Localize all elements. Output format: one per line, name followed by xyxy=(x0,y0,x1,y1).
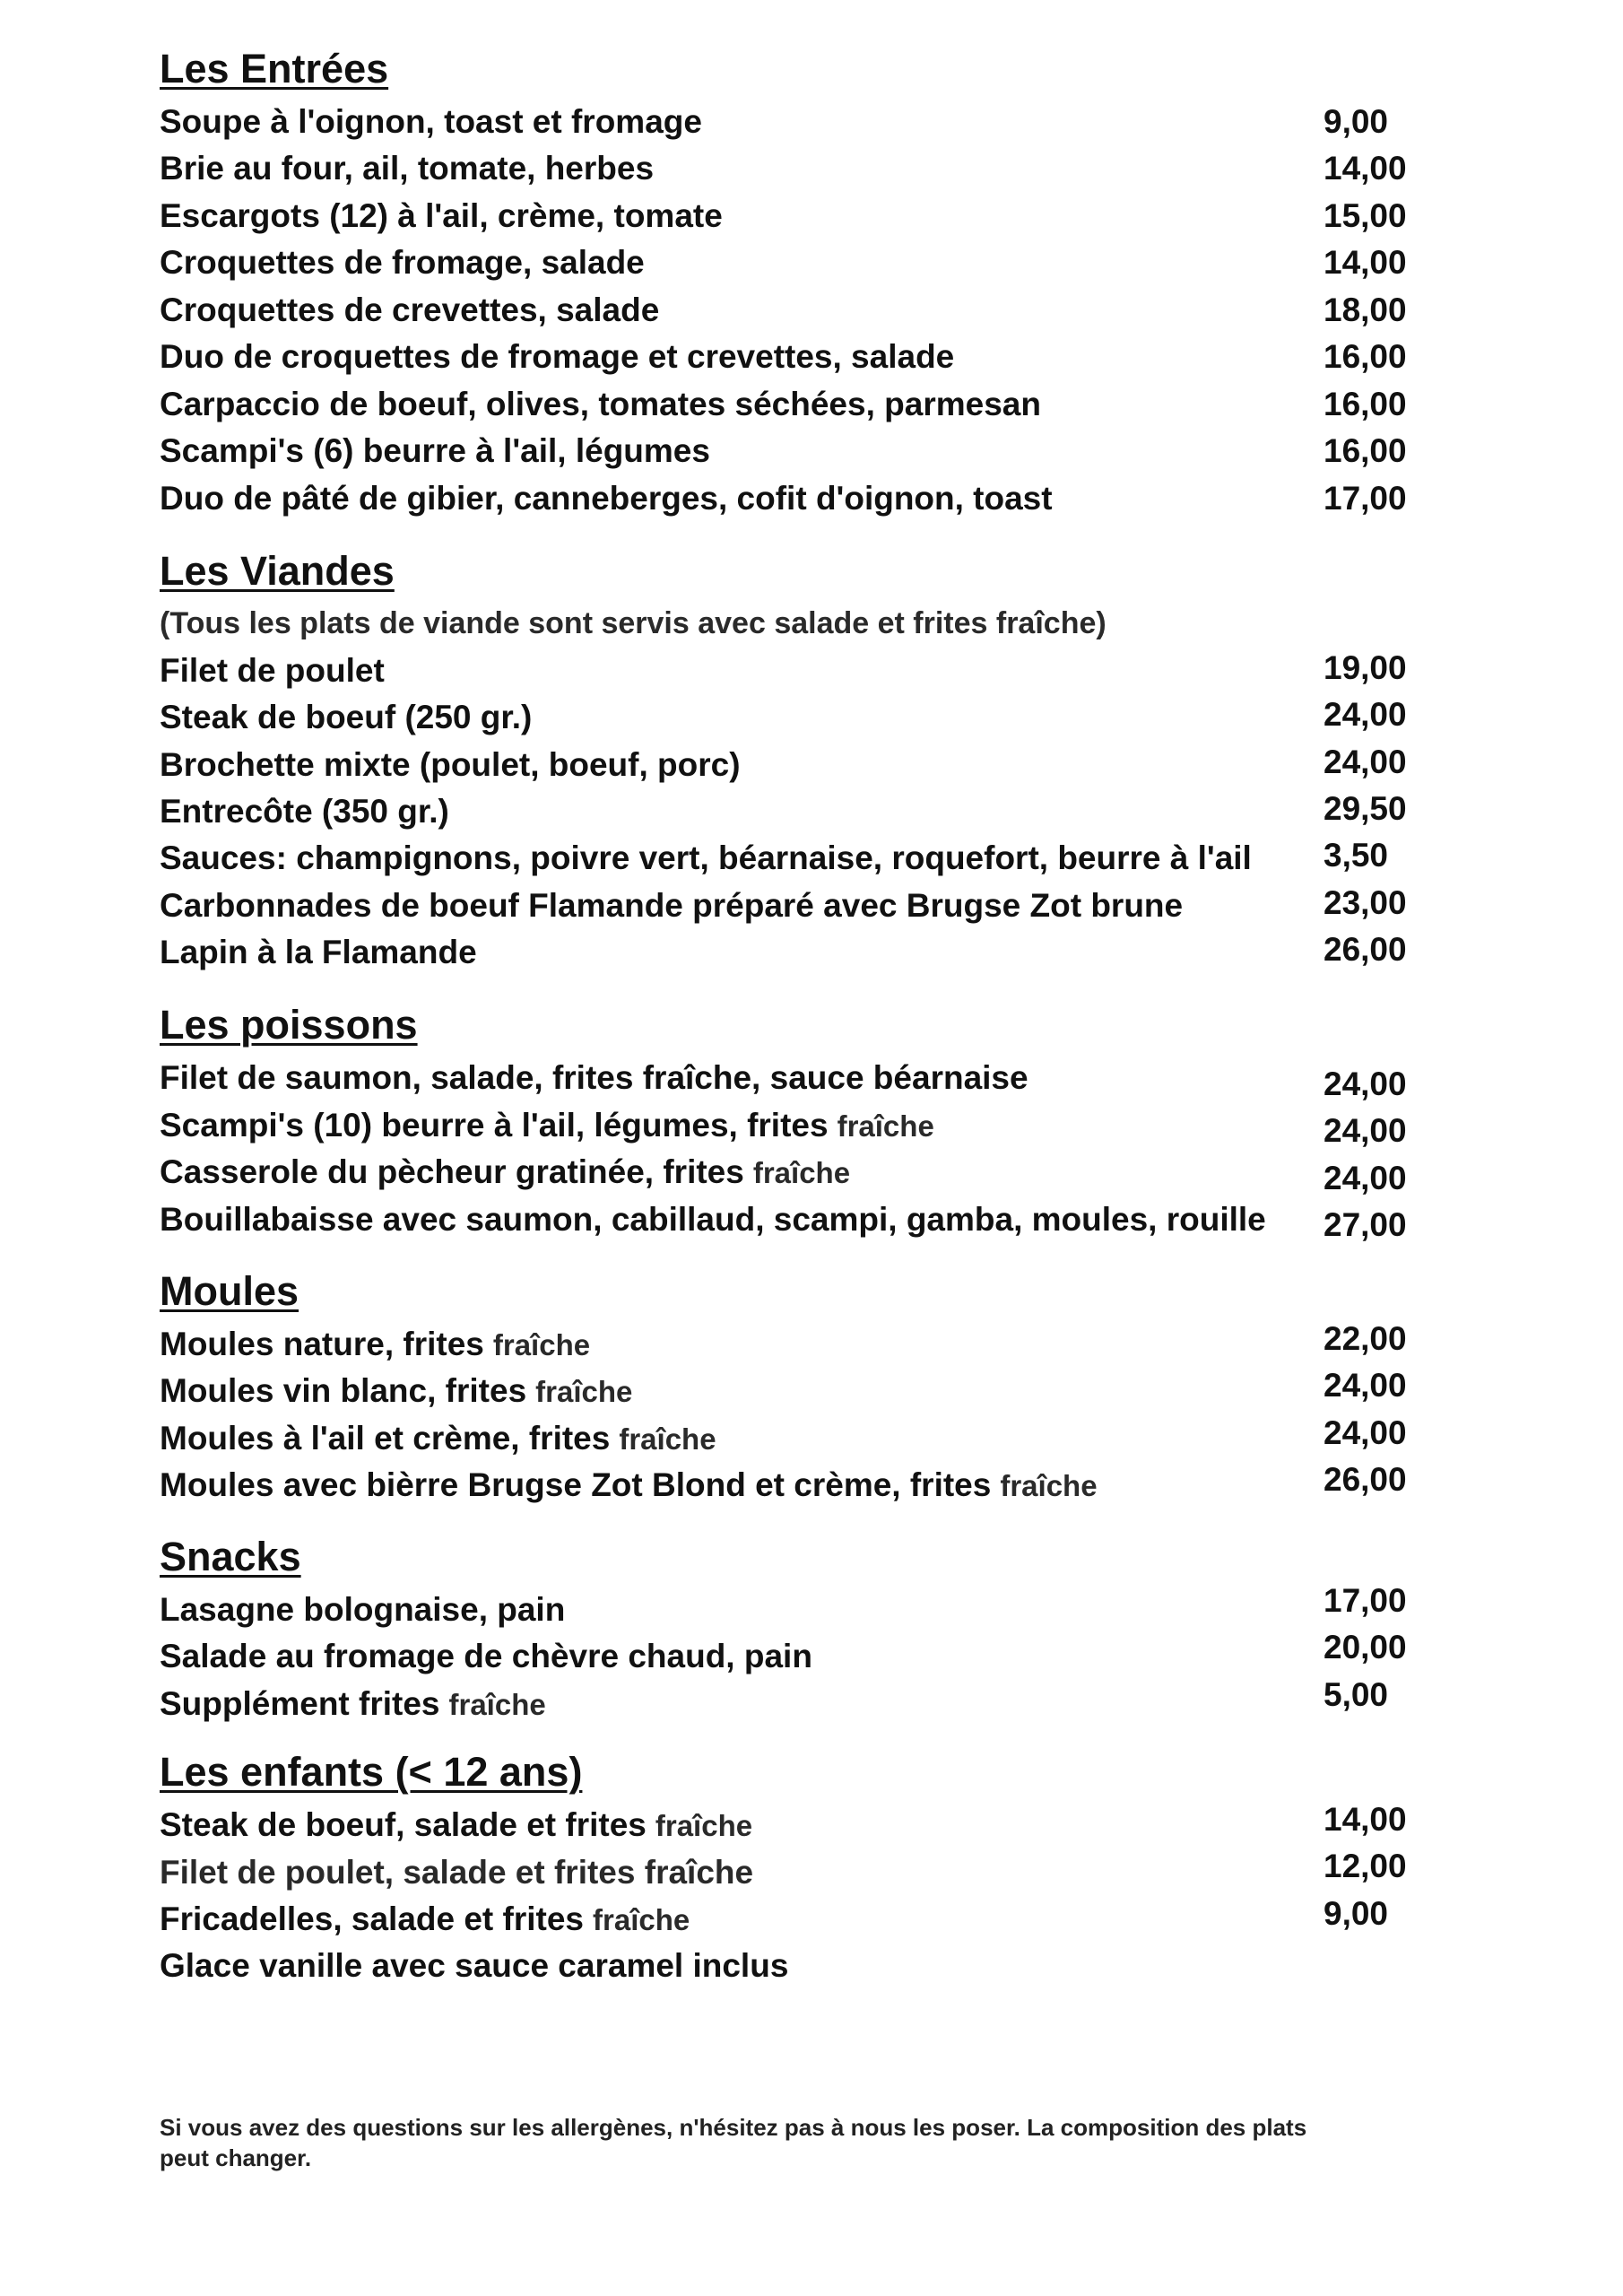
menu-item: Lapin à la Flamande xyxy=(160,934,477,970)
menu-item-suffix: fraîche xyxy=(619,1422,716,1456)
menu-item-price: 24,00 xyxy=(1324,696,1407,733)
menu-item-name: Supplément frites xyxy=(160,1685,440,1722)
menu-item: Brie au four, ail, tomate, herbes xyxy=(160,150,655,187)
menu-item-price: 23,00 xyxy=(1324,884,1407,921)
menu-item: Scampi's (6) beurre à l'ail, légumes xyxy=(160,432,710,469)
menu-item-suffix: fraîche xyxy=(535,1375,633,1408)
menu-item: Lasagne bolognaise, pain xyxy=(160,1591,566,1628)
menu-item-suffix: fraîche xyxy=(837,1109,934,1143)
menu-item-price: 14,00 xyxy=(1324,244,1407,281)
menu-item-name: Casserole du pècheur gratinée, frites xyxy=(160,1153,744,1190)
menu-item-price: 29,50 xyxy=(1324,790,1407,827)
menu-item: Filet de poulet xyxy=(160,652,385,689)
section-title-snacks: Snacks xyxy=(160,1534,301,1579)
menu-item-price: 24,00 xyxy=(1324,1112,1407,1149)
menu-item-price: 14,00 xyxy=(1324,150,1407,187)
menu-item-price: 20,00 xyxy=(1324,1629,1407,1665)
menu-item: Glace vanille avec sauce caramel inclus xyxy=(160,1947,789,1984)
section-title-enfants: Les enfants (< 12 ans) xyxy=(160,1749,583,1795)
menu-item: Bouillabaisse avec saumon, cabillaud, scampi, gamba, moules, rouille xyxy=(160,1201,1266,1238)
menu-item-suffix: fraîche xyxy=(492,1328,591,1361)
menu-item-price: 5,00 xyxy=(1324,1676,1389,1713)
menu-item-price: 24,00 xyxy=(1324,744,1407,780)
menu-item xyxy=(160,1902,690,1935)
menu-item-price: 26,00 xyxy=(1324,1461,1407,1498)
menu-item-price: 16,00 xyxy=(1324,432,1407,469)
menu-item-price: 17,00 xyxy=(1324,480,1407,517)
menu-item-name: Scampi's (10) beurre à l'ail, légumes, frites xyxy=(160,1107,829,1144)
menu-item: Carpaccio de boeuf, olives, tomates séchées, parmesan xyxy=(160,386,1041,422)
menu-item: Filet de saumon, salade, frites fraîche, sauce béarnaise xyxy=(160,1059,1028,1096)
menu-item-price: 16,00 xyxy=(1324,386,1407,422)
menu-item: Escargots (12) à l'ail, crème, tomate xyxy=(160,197,723,234)
menu-item xyxy=(160,1374,632,1407)
menu-item xyxy=(160,1687,546,1720)
menu-item-price: 24,00 xyxy=(1324,1414,1407,1451)
menu-item-suffix: fraîche xyxy=(655,1809,753,1842)
menu-item xyxy=(160,1109,934,1142)
menu-item-suffix: fraîche xyxy=(1000,1469,1098,1502)
menu-item-price: 9,00 xyxy=(1324,103,1389,140)
menu-item xyxy=(160,1808,752,1841)
menu-item-name: Steak de boeuf, salade et frites xyxy=(160,1806,647,1843)
menu-item: Croquettes de crevettes, salade xyxy=(160,291,660,328)
section-title-moules: Moules xyxy=(160,1268,299,1314)
menu-item-name: Fricadelles, salade et frites xyxy=(160,1900,585,1937)
menu-item xyxy=(160,1468,1098,1501)
menu-item: Filet de poulet, salade et frites fraîche xyxy=(160,1854,754,1891)
menu-item: Entrecôte (350 gr.) xyxy=(160,793,449,830)
menu-item-price: 16,00 xyxy=(1324,338,1407,375)
menu-item-price: 3,50 xyxy=(1324,837,1389,874)
menu-item xyxy=(160,1327,590,1361)
menu-item-price: 24,00 xyxy=(1324,1065,1407,1102)
menu-item: Brochette mixte (poulet, boeuf, porc) xyxy=(160,746,741,783)
menu-item-name: Moules nature, frites xyxy=(160,1326,484,1362)
menu-item: Sauces: champignons, poivre vert, béarnaise, roquefort, beurre à l'ail xyxy=(160,839,1252,876)
menu-item-price: 14,00 xyxy=(1324,1801,1407,1838)
menu-item-suffix: fraîche xyxy=(448,1688,546,1721)
menu-item-name: Moules à l'ail et crème, frites xyxy=(160,1420,611,1457)
menu-item: Steak de boeuf (250 gr.) xyxy=(160,699,533,735)
section-title-poissons: Les poissons xyxy=(160,1002,418,1048)
menu-item: Duo de croquettes de fromage et crevettes, salade xyxy=(160,338,955,375)
menu-item-name: Moules vin blanc, frites xyxy=(160,1372,527,1409)
menu-item-price: 17,00 xyxy=(1324,1582,1407,1619)
menu-item-name: Moules avec bièrre Brugse Zot Blond et crème, frites xyxy=(160,1466,992,1503)
menu-item-price: 24,00 xyxy=(1324,1160,1407,1196)
section-title-viandes: Les Viandes xyxy=(160,548,395,594)
allergen-notice: Si vous avez des questions sur les allergènes, n'hésitez pas à nous les poser. La composition des plats peut changer. xyxy=(160,2114,1307,2171)
menu-item-price: 12,00 xyxy=(1324,1848,1407,1884)
menu-item xyxy=(160,1155,850,1188)
menu-item: Soupe à l'oignon, toast et fromage xyxy=(160,103,702,140)
menu-item-price: 24,00 xyxy=(1324,1367,1407,1404)
menu-item-price: 9,00 xyxy=(1324,1895,1389,1932)
menu-item-price: 15,00 xyxy=(1324,197,1407,234)
menu-item-suffix: fraîche xyxy=(752,1156,851,1189)
section-title-entrees: Les Entrées xyxy=(160,46,389,91)
menu-item: Carbonnades de boeuf Flamande préparé avec Brugse Zot brune xyxy=(160,887,1184,924)
menu-item xyxy=(160,1422,716,1455)
menu-item-price: 27,00 xyxy=(1324,1206,1407,1243)
menu-item: Duo de pâté de gibier, canneberges, cofit d'oignon, toast xyxy=(160,480,1053,517)
menu-item: Croquettes de fromage, salade xyxy=(160,244,645,281)
menu-item-price: 19,00 xyxy=(1324,649,1407,686)
menu-item-price: 26,00 xyxy=(1324,931,1407,968)
menu-item: Salade au fromage de chèvre chaud, pain xyxy=(160,1638,812,1674)
menu-item-suffix: fraîche xyxy=(593,1903,690,1936)
menu-item-price: 18,00 xyxy=(1324,291,1407,328)
menu-item-price: 22,00 xyxy=(1324,1320,1407,1357)
section-note: (Tous les plats de viande sont servis avec salade et frites fraîche) xyxy=(160,606,1107,640)
